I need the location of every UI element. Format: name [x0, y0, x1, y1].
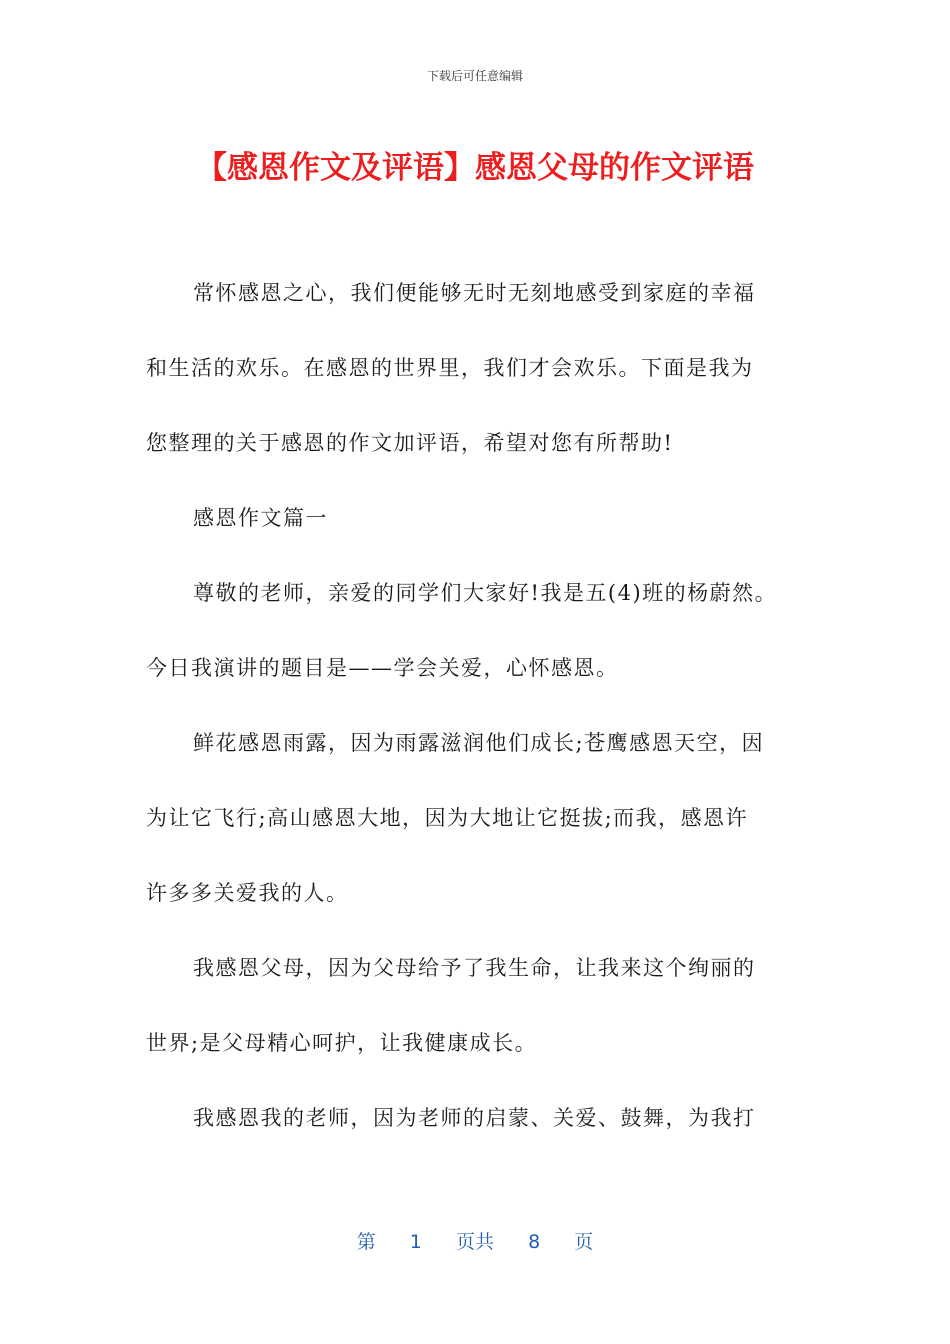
- body-line: 鲜花感恩雨露，因为雨露滋润他们成长;苍鹰感恩天空，因: [193, 731, 765, 755]
- page-current: 1: [409, 1231, 422, 1253]
- body-line: 许多多关爱我的人。: [146, 881, 349, 905]
- page-mid: 页共: [455, 1231, 494, 1253]
- body-line: 您整理的关于感恩的作文加评语，希望对您有所帮助!: [146, 431, 674, 455]
- header-note: 下载后可任意编辑: [426, 69, 523, 83]
- body-line: 我感恩我的老师，因为老师的启蒙、关爱、鼓舞，为我打: [193, 1106, 756, 1130]
- page-prefix: 第: [356, 1231, 376, 1253]
- document-title: 【感恩作文及评语】感恩父母的作文评语: [196, 150, 754, 186]
- body-line: 尊敬的老师，亲爱的同学们大家好!我是五(4)班的杨蔚然。: [193, 581, 778, 605]
- page-suffix: 页: [574, 1231, 594, 1253]
- body-line: 为让它飞行;高山感恩大地，因为大地让它挺拔;而我，感恩许: [146, 806, 749, 830]
- body-line: 常怀感恩之心，我们便能够无时无刻地感受到家庭的幸福: [193, 281, 756, 305]
- page-number: [0, 1227, 950, 1254]
- body-line: 我感恩父母，因为父母给予了我生命，让我来这个绚丽的: [193, 956, 756, 980]
- document-body: [146, 272, 806, 1172]
- section-heading: 感恩作文篇一: [193, 506, 328, 530]
- page-total: 8: [528, 1231, 541, 1253]
- body-line: 世界;是父母精心呵护，让我健康成长。: [146, 1031, 538, 1055]
- body-line: 和生活的欢乐。在感恩的世界里，我们才会欢乐。下面是我为: [146, 356, 754, 380]
- body-line: 今日我演讲的题目是——学会关爱，心怀感恩。: [146, 656, 619, 680]
